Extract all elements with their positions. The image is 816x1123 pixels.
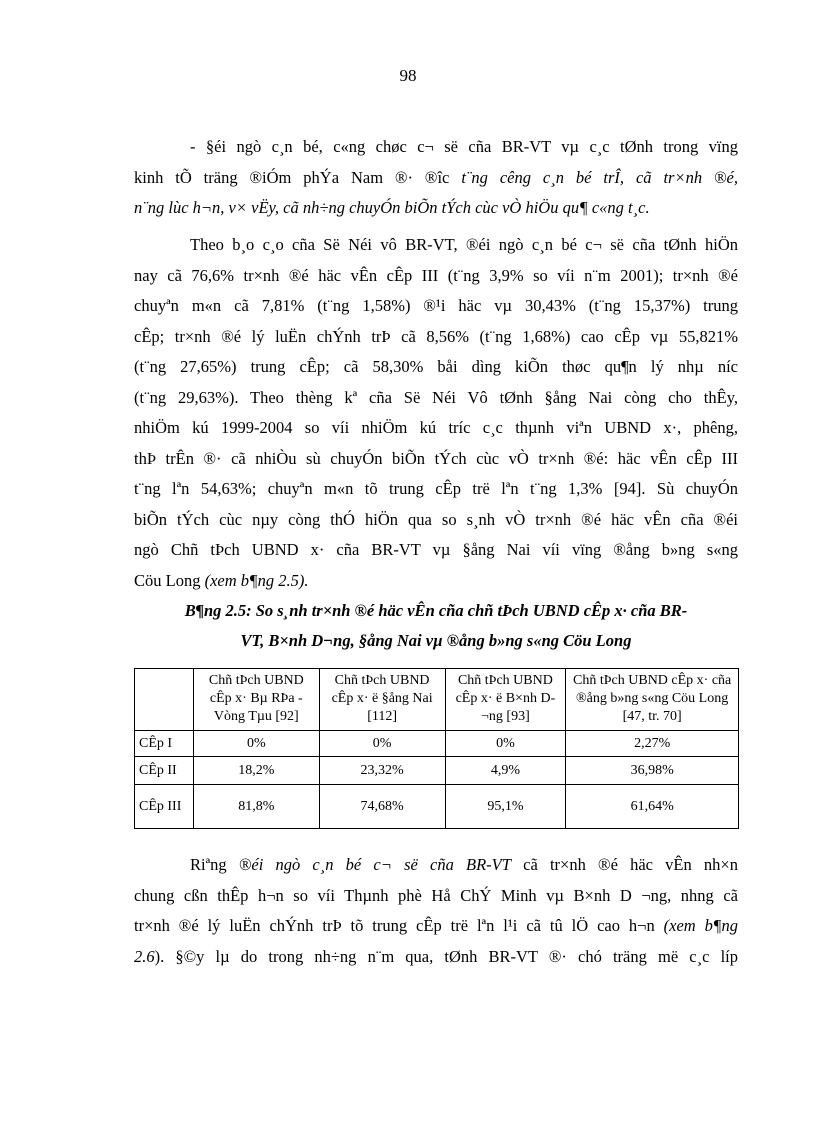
table-header-cell: Chñ tÞch UBND cÊp x· Bµ RÞa - Vòng Tµu [92] bbox=[193, 669, 319, 731]
comparison-table bbox=[134, 668, 739, 829]
paragraph-line: (t¨ng 27,65%) trung cÊp; cã 58,30% båi dìng kiÕn thøc qu¶n lý nhµ níc bbox=[134, 357, 738, 376]
text-normal: ). §©y lµ do trong nh÷ng n¨m qua, tØnh BR-VT ®· chó träng më c¸c líp bbox=[154, 946, 738, 966]
text-italic: t¨ng cêng c¸n bé trÎ, cã tr×nh ®é, bbox=[461, 167, 739, 187]
table-header-cell bbox=[135, 669, 194, 731]
paragraph-line bbox=[134, 850, 738, 881]
table-header-cell: Chñ tÞch UBND cÊp x· ë §ång Nai [112] bbox=[319, 669, 445, 731]
paragraph-line: - §éi ngò c¸n bé, c«ng chøc c¬ së cña BR-VT vµ c¸c tØnh trong vïng bbox=[190, 137, 738, 156]
paragraph-line bbox=[134, 911, 738, 942]
paragraph-line: (t¨ng 29,63%). Theo thèng kª cña Së Néi Vô tØnh §ång Nai còng cho thÊy, bbox=[134, 387, 738, 407]
table-caption bbox=[134, 596, 738, 656]
text-italic: 2.6 bbox=[134, 946, 155, 966]
text-normal: tr×nh ®é lý luËn chÝnh trÞ tõ trung cÊp trë lªn l¹i cã tû lÖ cao h¬n bbox=[134, 916, 655, 935]
paragraph-line: nhiÖm kú 1999-2004 so víi nhiÖm kú tríc c¸c thµnh viªn UBND x·, phêng, bbox=[134, 418, 738, 437]
paragraph-line: chung cßn thÊp h¬n so víi Thµnh phè Hå ChÝ Minh vµ B×nh D ¬ng, nhng cã bbox=[134, 885, 738, 905]
paragraph-line: ngò Chñ tÞch UBND x· cña BR-VT vµ §ång Nai víi vïng ®ång b»ng s«ng bbox=[134, 540, 738, 559]
table-cell: 23,32% bbox=[319, 757, 445, 785]
table-row bbox=[135, 757, 739, 785]
page-number: 98 bbox=[399, 66, 417, 85]
paragraph-line: cÊp; tr×nh ®é lý luËn chÝnh trÞ cã 8,56% (t¨ng 1,68%) cao cÊp vµ 55,821% bbox=[134, 326, 738, 346]
paragraph-1 bbox=[134, 132, 738, 224]
paragraph-line: Theo b¸o c¸o cña Së Néi vô BR-VT, ®éi ngò c¸n bé c¬ së cña tØnh hiÖn bbox=[190, 235, 738, 254]
paragraph-line: t¨ng lªn 54,63%; chuyªn m«n tõ trung cÊp trë lªn t¨ng 1,3% [94]. Sù chuyÓn bbox=[134, 479, 738, 498]
row-label: CÊp II bbox=[135, 757, 194, 785]
paragraph-line: nay cã 76,6% tr×nh ®é häc vÊn cÊp III (t¨ng 3,9% so víi n¨m 2001); tr×nh ®é bbox=[134, 265, 738, 285]
caption-line: VT, B×nh D¬ng, §ång Nai vµ ®ång b»ng s«ng Cöu Long bbox=[240, 631, 632, 650]
table-cell: 81,8% bbox=[193, 785, 319, 829]
table-cell: 95,1% bbox=[445, 785, 566, 829]
paragraph-2 bbox=[134, 230, 738, 596]
table-cell: 4,9% bbox=[445, 757, 566, 785]
table-cell: 0% bbox=[319, 731, 445, 757]
table-cell: 0% bbox=[193, 731, 319, 757]
table-row bbox=[135, 731, 739, 757]
table-cell: 61,64% bbox=[566, 785, 739, 829]
text-italic: ®éi ngò c¸n bé c¬ së cña BR-VT bbox=[238, 855, 511, 874]
text-italic: (xem b¶ng bbox=[663, 916, 739, 935]
table-cell: 74,68% bbox=[319, 785, 445, 829]
table-cell: 18,2% bbox=[193, 757, 319, 785]
text-italic: (xem b¶ng 2.5). bbox=[204, 570, 309, 590]
row-label: CÊp III bbox=[135, 785, 194, 829]
paragraph-line bbox=[134, 566, 738, 597]
text-normal: Cöu Long bbox=[134, 570, 201, 590]
paragraph-3 bbox=[134, 850, 738, 972]
text-normal: Riªng bbox=[190, 855, 227, 874]
paragraph-line bbox=[134, 942, 738, 973]
table-header-row bbox=[135, 669, 739, 731]
text-normal: cã tr×nh ®é häc vÊn nh×n bbox=[523, 855, 738, 874]
table-cell: 36,98% bbox=[566, 757, 739, 785]
paragraph-line: n¨ng lùc h¬n, v× vËy, cã nh÷ng chuyÓn biÕn tÝch cùc vÒ hiÖu qu¶ c«ng t¸c. bbox=[134, 198, 650, 217]
table-row bbox=[135, 785, 739, 829]
table-header-cell: Chñ tÞch UBND cÊp x· ë B×nh D¬ng [93] bbox=[445, 669, 566, 731]
row-label: CÊp I bbox=[135, 731, 194, 757]
table-cell: 2,27% bbox=[566, 731, 739, 757]
text-normal: kinh tÕ träng ®iÓm phÝa Nam ®· ®îc bbox=[134, 167, 450, 187]
table-header-cell: Chñ tÞch UBND cÊp x· cña ®ång b»ng s«ng Cöu Long [47, tr. 70] bbox=[566, 669, 739, 731]
table-cell: 0% bbox=[445, 731, 566, 757]
paragraph-line bbox=[134, 163, 738, 194]
paragraph-line: thÞ trÊn ®· cã nhiÒu sù chuyÓn biÕn tÝch cùc vÒ tr×nh ®é: häc vÊn cÊp III bbox=[134, 448, 738, 468]
caption-line: B¶ng 2.5: So s¸nh tr×nh ®é häc vÊn cña chñ tÞch UBND cÊp x· cña BR- bbox=[184, 601, 688, 620]
paragraph-line: biÕn tÝch cùc nµy còng thÓ hiÖn qua so s¸nh vÒ tr×nh ®é häc vÊn cña ®éi bbox=[134, 509, 738, 529]
paragraph-line: chuyªn m«n cã 7,81% (t¨ng 1,58%) ®¹i häc vµ 30,43% (t¨ng 15,37%) trung bbox=[134, 296, 738, 315]
